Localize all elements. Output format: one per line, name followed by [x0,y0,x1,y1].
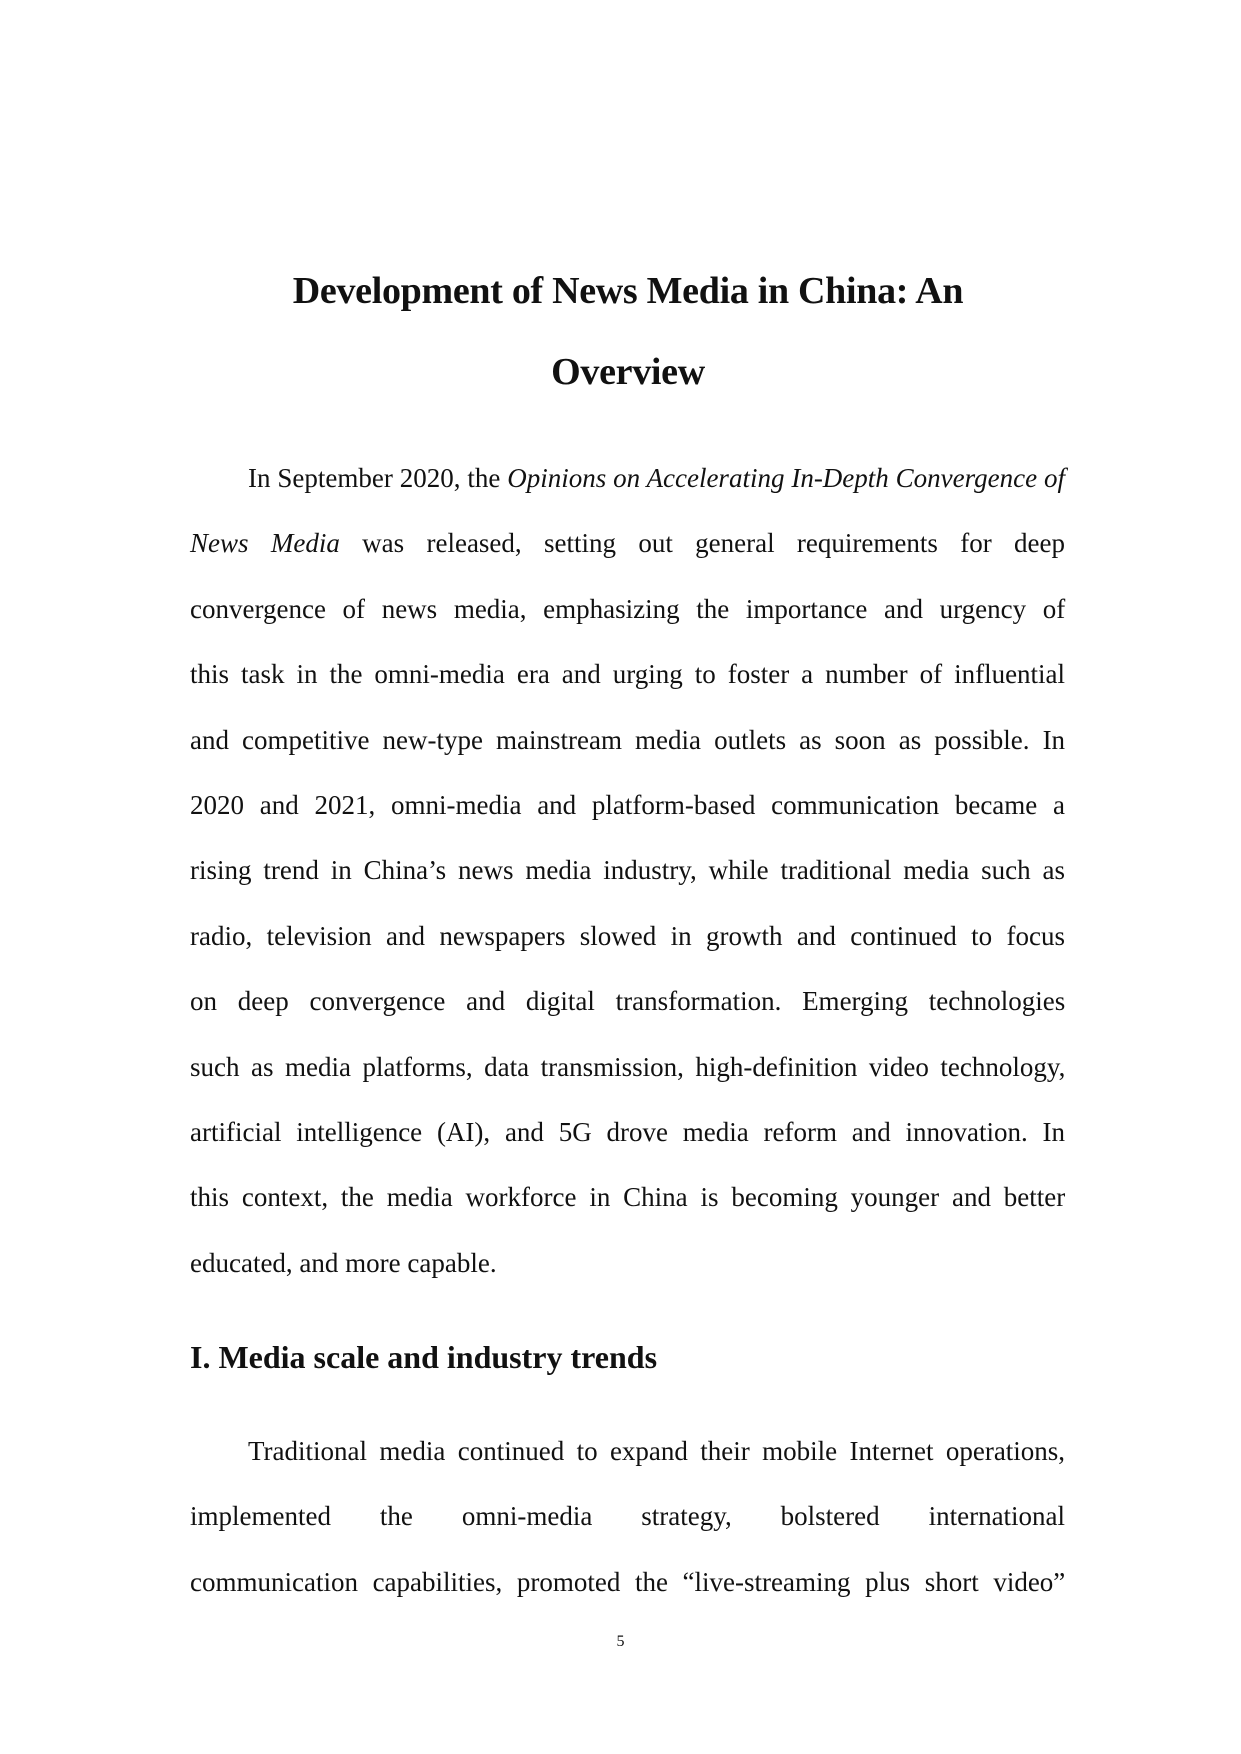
intro-line-8: radio, television and newspapers slowed in growth and continued to focus [190,920,1065,951]
intro-line-3: convergence of news media, emphasizing the importance and urgency of [190,593,1066,624]
intro-line-4: this task in the omni-media era and urging to foster a number of influential [190,659,1066,690]
intro-line-1-text: In September 2020, the [248,463,508,493]
intro-line-13: educated, and more capable. [190,1247,497,1278]
intro-line-12: this context, the media workforce in China is becoming younger and better [190,1182,1066,1213]
page-title-line-1: Development of News Media in China: An [292,270,964,312]
section-paragraph [190,1419,1065,1615]
intro-line-9: on deep convergence and digital transformation. Emerging technologies [190,986,1066,1017]
section-line-3: communication capabilities, promoted the “live-streaming plus short video” [190,1566,1066,1597]
intro-line-1 [190,446,1065,511]
intro-line-2-text: was released, setting out general requirements for deep [339,528,1065,559]
page-title-line-2: Overview [551,351,705,393]
section-line-2: implemented the omni-media strategy, bolstered international [190,1501,1066,1532]
intro-line-11: artificial intelligence (AI), and 5G drove media reform and innovation. In [190,1116,1065,1147]
document-title-italic-1: Opinions on Accelerating In-Depth Convergence of [507,463,1065,493]
intro-paragraph [190,446,1065,1296]
intro-line-6: 2020 and 2021, omni-media and platform-based communication became a [190,789,1065,820]
intro-line-10: such as media platforms, data transmission, high-definition video technology, [190,1051,1066,1082]
intro-line-2 [190,511,1065,576]
document-title-italic-2: News Media [190,528,340,559]
intro-line-5: and competitive new-type mainstream media outlets as soon as possible. In [190,724,1066,755]
page-number: 5 [616,1633,625,1650]
intro-line-7: rising trend in China’s news media industry, while traditional media such as [190,855,1065,886]
section-line-1: Traditional media continued to expand their mobile Internet operations, [248,1436,1066,1466]
section-heading: I. Media scale and industry trends [190,1339,658,1375]
